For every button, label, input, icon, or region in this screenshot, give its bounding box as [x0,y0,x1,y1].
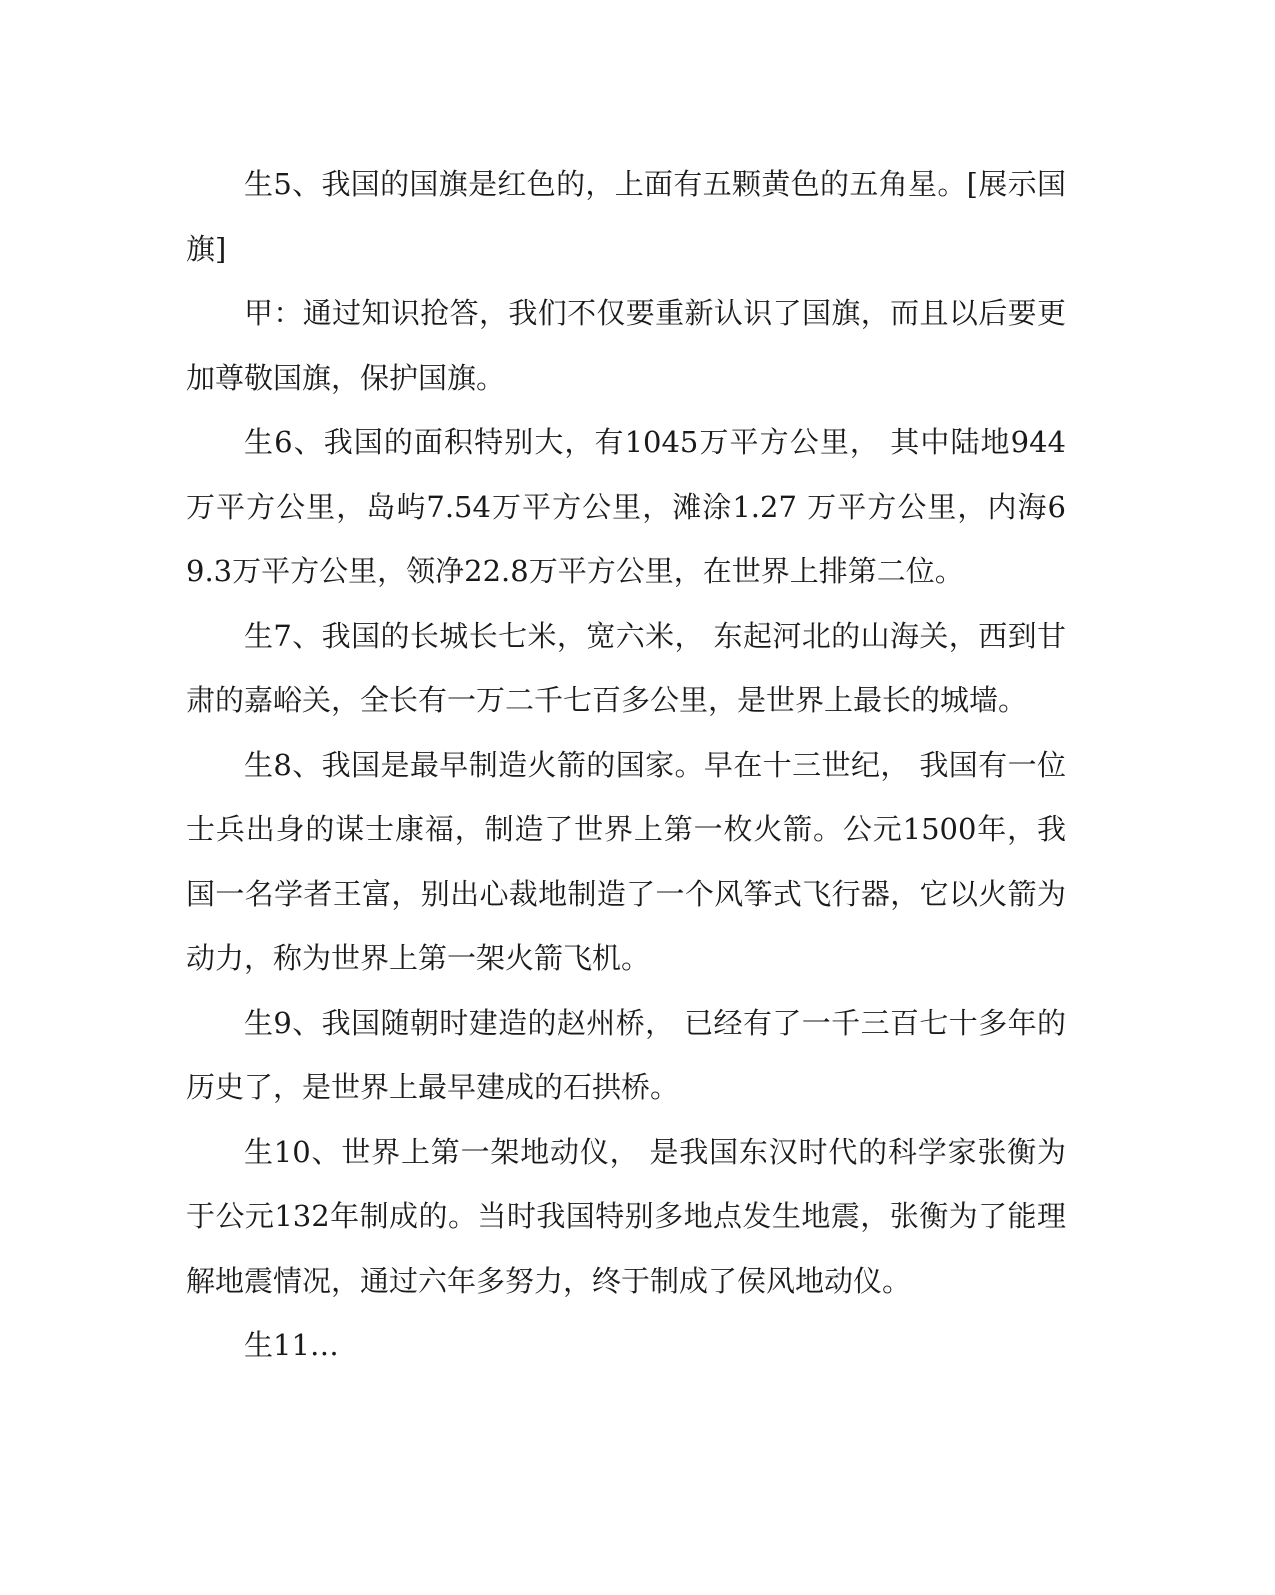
paragraph-host-summary: 甲：通过知识抢答，我们不仅要重新认识了国旗，而且以后要更加尊敬国旗，保护国旗。 [186,296,1066,395]
paragraph-area-answer: 生6、我国的面积特别大，有1045万平方公里， 其中陆地944万平方公里，岛屿7.54万平方公里，滩涂1.27 万平方公里，内海69.3万平方公里，领净22.8万平方公里，在世界上排第二位。 [186,425,1066,588]
paragraph-great-wall-answer: 生7、我国的长城长七米，宽六米， 东起河北的山海关，西到甘肃的嘉峪关，全长有一万二千七百多公里，是世界上最长的城墙。 [186,618,1066,717]
paragraph-bridge-answer: 生9、我国随朝时建造的赵州桥， 已经有了一千三百七十多年的历史了，是世界上最早建成的石拱桥。 [186,1005,1066,1104]
document-body [186,152,1066,1378]
paragraph-seismograph-answer: 生10、世界上第一架地动仪， 是我国东汉时代的科学家张衡为于公元132年制成的。当时我国特别多地点发生地震，张衡为了能理解地震情况，通过六年多努力，终于制成了侯风地动仪。 [186,1134,1066,1298]
paragraph-flag-answer: 生5、我国的国旗是红色的，上面有五颗黄色的五角星。[展示国旗] [186,167,1066,266]
paragraph-continuation: 生11… [244,1328,339,1362]
paragraph-rocket-answer: 生8、我国是最早制造火箭的国家。早在十三世纪， 我国有一位士兵出身的谋士康福，制造了世界上第一枚火箭。公元1500年，我国一名学者王富，别出心裁地制造了一个风筝式飞行器，它以火箭为动力，称为世界上第一架火箭飞机。 [186,747,1066,975]
